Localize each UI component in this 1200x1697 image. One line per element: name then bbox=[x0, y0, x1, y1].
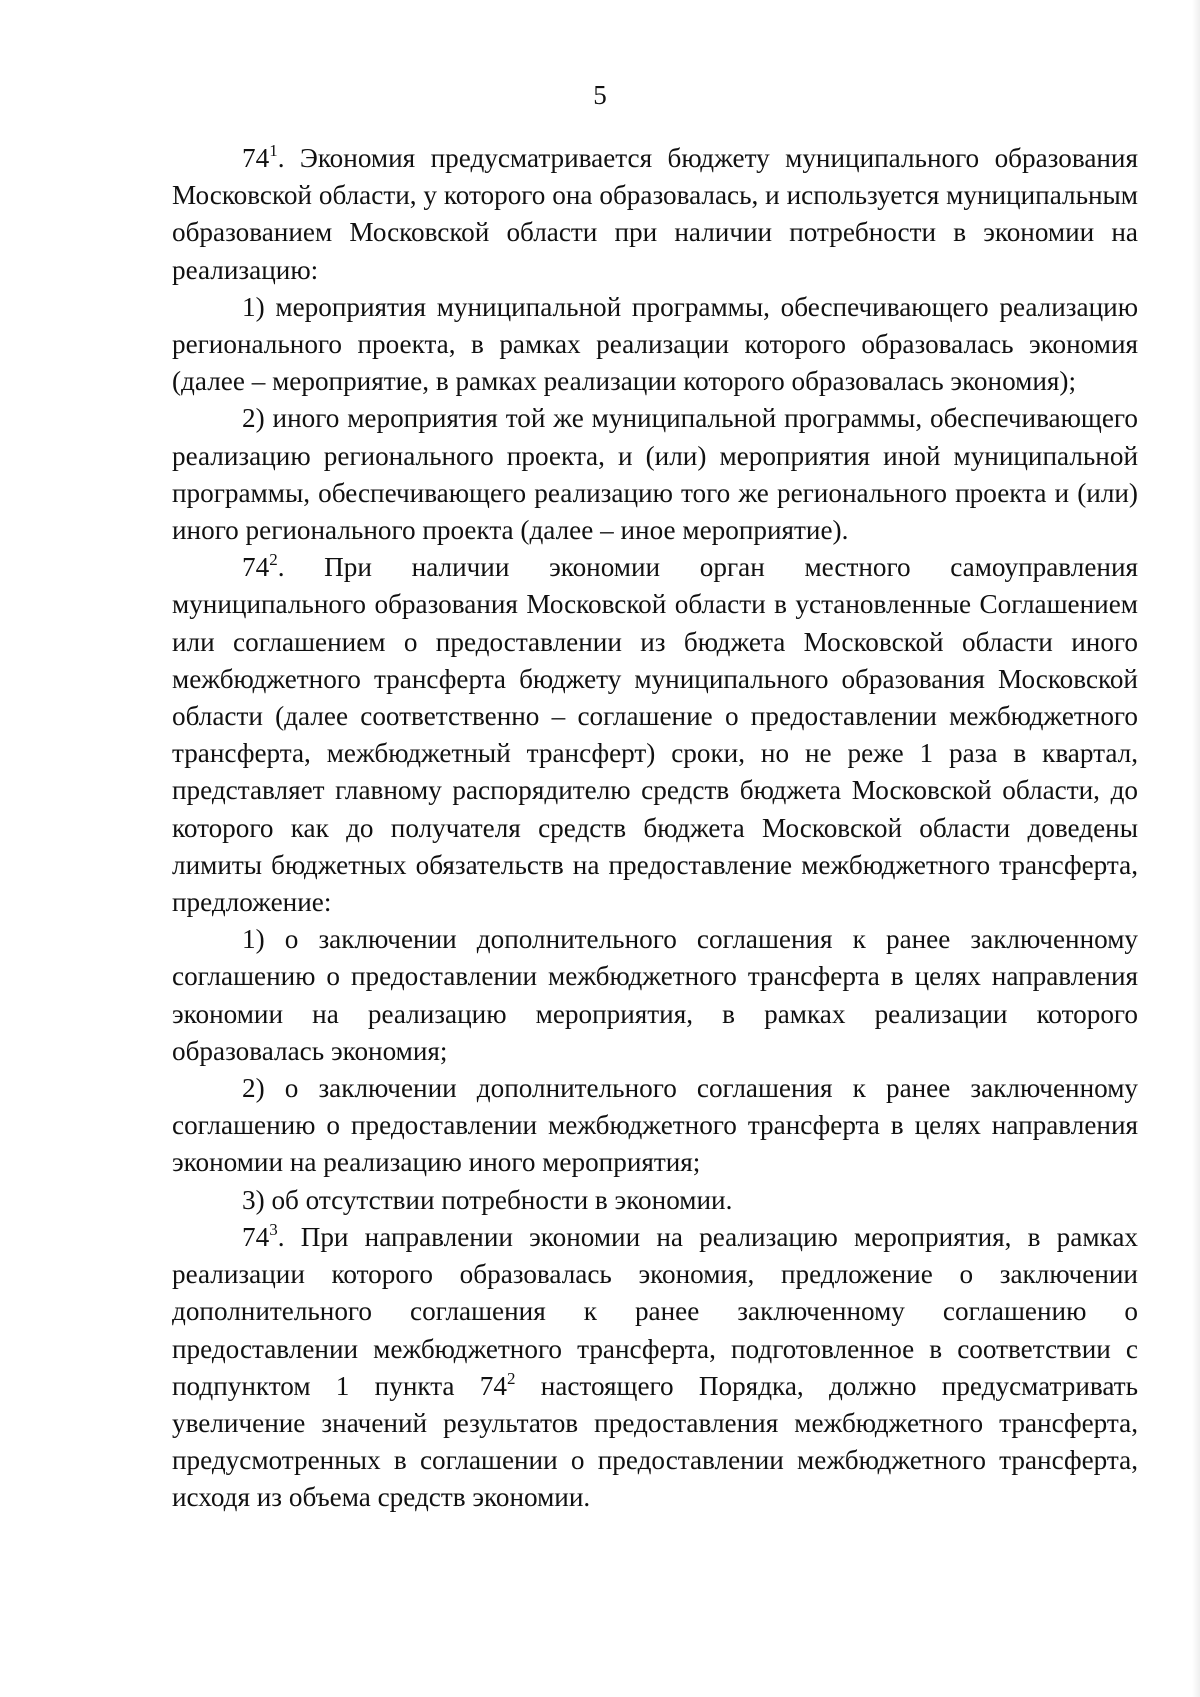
list-item-text: 1) о заключении дополнительного соглашения к ранее заключенному соглашению о предоставлении межбюджетного трансферта в целях направления экономии на реализацию мероприятия, в рамках реализации которого образовалась экономия; bbox=[172, 924, 1138, 1066]
list-item-74-2-2 bbox=[172, 1070, 1138, 1182]
page-edge-shadow bbox=[1192, 0, 1200, 1697]
reference-number: 74 bbox=[479, 1370, 507, 1401]
paragraph-number-superscript: 1 bbox=[269, 141, 278, 160]
reference-number-superscript: 2 bbox=[506, 1368, 516, 1388]
list-item-74-2-1 bbox=[172, 921, 1138, 1070]
paragraph-number: 74 bbox=[242, 1221, 270, 1252]
list-item-74-2-3 bbox=[172, 1182, 1138, 1219]
paragraph-74-1 bbox=[172, 140, 1138, 289]
list-item-text: 2) о заключении дополнительного соглашения к ранее заключенному соглашению о предоставлении межбюджетного трансферта в целях направления экономии на реализацию иного мероприятия; bbox=[172, 1073, 1138, 1178]
paragraph-74-2 bbox=[172, 549, 1138, 921]
list-item-text: 3) об отсутствии потребности в экономии. bbox=[242, 1184, 733, 1215]
paragraph-number: 74 bbox=[242, 552, 270, 583]
list-item-74-1-1 bbox=[172, 289, 1138, 401]
document-body bbox=[172, 140, 1138, 1517]
paragraph-number-superscript: 2 bbox=[269, 550, 278, 570]
list-item-74-1-2 bbox=[172, 400, 1138, 549]
paragraph-number: 74 bbox=[242, 143, 270, 173]
list-item-text: 2) иного мероприятия той же муниципальной программы, обеспечивающего реализацию регионального проекта, и (или) мероприятия иной муниципальной программы, обеспечивающего реализацию того же регионального проекта и (или) иного регионального проекта (далее – иное мероприятие). bbox=[172, 403, 1138, 546]
paragraph-74-3 bbox=[172, 1219, 1138, 1517]
paragraph-text-part-b: настоящего Порядка, должно предусматривать увеличение значений результатов предоставления межбюджетного трансферта, предусмотренных в соглашении о предоставлении межбюджетного трансферта, исходя из объема средств экономии. bbox=[172, 1370, 1138, 1513]
paragraph-number-superscript: 3 bbox=[269, 1219, 278, 1239]
paragraph-text: . При наличии экономии орган местного самоуправления муниципального образования Московской области в установленные Соглашением или соглашением о предоставлении из бюджета Московской области иного межбюджетного трансферта бюджету муниципального образования Московской области (далее соответственно – соглашение о предоставлении межбюджетного трансферта, межбюджетный трансферт) сроки, но не реже 1 раза в квартал, представляет главному распорядителю средств бюджета Московской области, до которого как до получателя средств бюджета Московской области доведены лимиты бюджетных обязательств на предоставление межбюджетного трансферта, предложение: bbox=[172, 552, 1138, 918]
list-item-text: 1) мероприятия муниципальной программы, обеспечивающего реализацию регионального проекта, в рамках реализации которого образовалась экономия (далее – мероприятие, в рамках реализации которого образовалась экономия); bbox=[172, 291, 1138, 397]
paragraph-text: . Экономия предусматривается бюджету муниципального образования Московской области, у которого она образовалась, и используется муниципальным образованием Московской области при наличии потребности в экономии на реализацию: bbox=[172, 143, 1138, 285]
page-number: 5 bbox=[593, 80, 607, 110]
paragraph-text-part-a: . При направлении экономии на реализацию мероприятия, в рамках реализации которого образовалась экономия, предложение о заключении дополнительного соглашения к ранее заключенному соглашению о предоставлении межбюджетного трансферта, подготовленное в соответствии с подпунктом 1 пункта bbox=[172, 1221, 1138, 1401]
